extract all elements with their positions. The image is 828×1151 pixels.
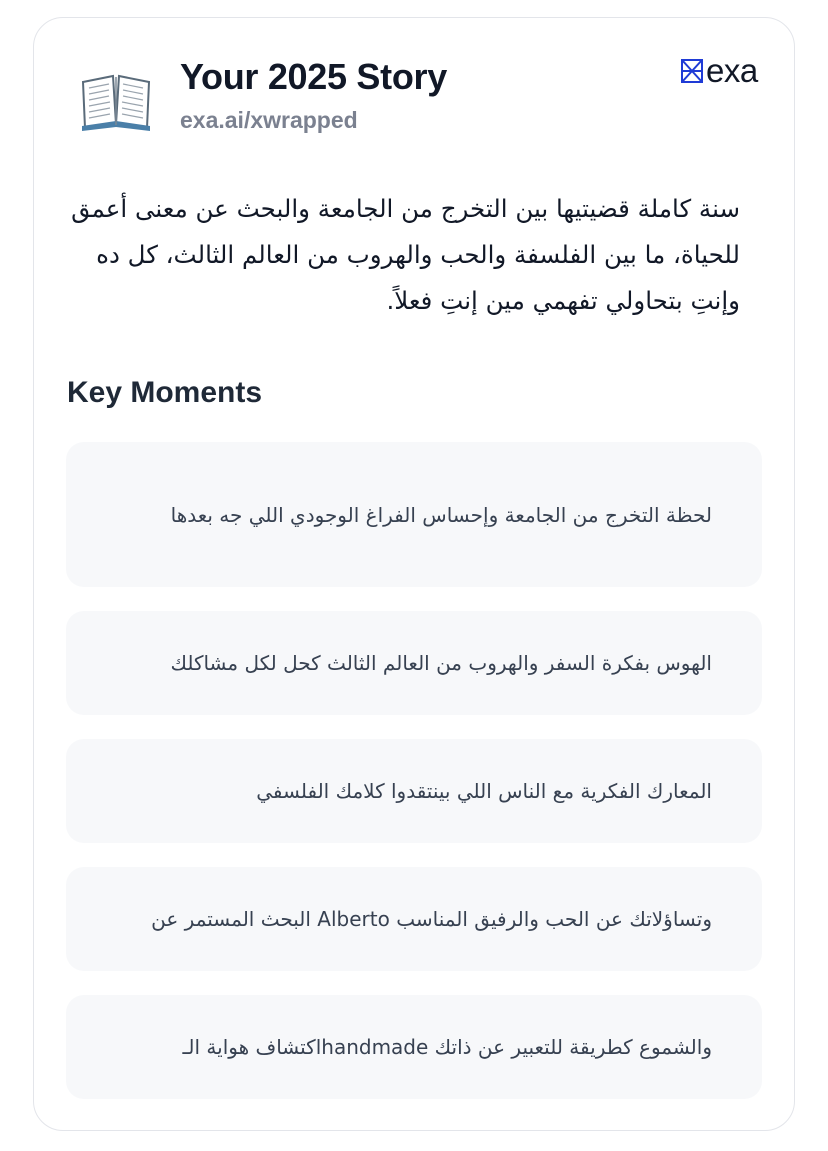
card-header (34, 18, 794, 158)
moment-text: الهوس بفكرة السفر والهروب من العالم الثالث كحل لكل مشاكلك (170, 651, 712, 675)
moment-item (66, 611, 762, 715)
moment-text: وتساؤلاتك عن الحب والرفيق المناسب Alberto البحث المستمر عن (151, 907, 712, 931)
page-title: Your 2025 Story (180, 56, 447, 97)
story-card (33, 17, 795, 1131)
moment-text: لحظة التخرج من الجامعة وإحساس الفراغ الوجودي اللي جه بعدها (170, 502, 712, 527)
open-book-icon (80, 68, 152, 132)
exa-brand[interactable] (680, 54, 758, 88)
exa-logo-icon (680, 56, 704, 86)
story-summary: سنة كاملة قضيتيها بين التخرج من الجامعة والبحث عن معنى أعمق للحياة، ما بين الفلسفة والحب والهروب من العالم الثالث، كل ده وإنتِ بتحاولي تفهمي مين إنتِ فعلاً. (71, 194, 740, 315)
site-url[interactable]: exa.ai/xwrapped (180, 107, 358, 133)
moment-item (66, 867, 762, 971)
moment-item (66, 442, 762, 587)
moment-text: المعارك الفكرية مع الناس اللي بينتقدوا كلامك الفلسفي (256, 779, 712, 803)
moment-text: والشموع كطريقة للتعبير عن ذاتك handmadeاكتشاف هواية الـ (182, 1035, 712, 1059)
moment-item (66, 995, 762, 1099)
moment-item (66, 739, 762, 843)
brand-name: exa (706, 52, 758, 89)
key-moments-heading: Key Moments (67, 376, 263, 409)
